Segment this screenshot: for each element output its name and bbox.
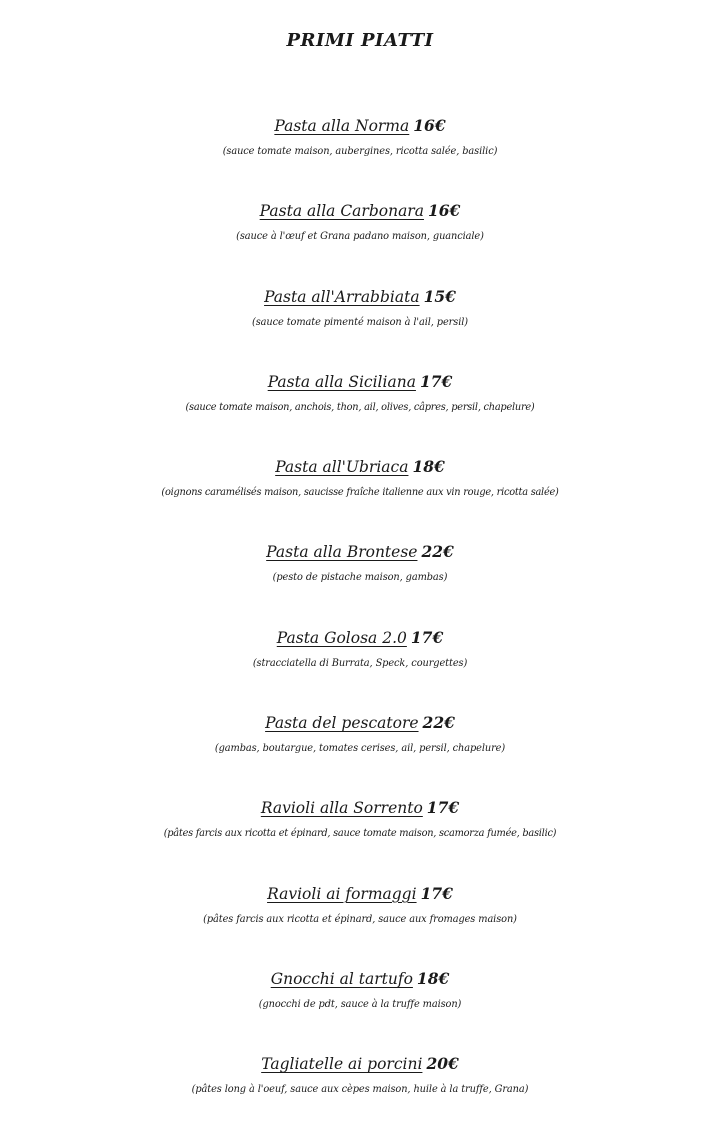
dish-name: Pasta all'Arrabbiata: [264, 287, 420, 306]
menu-item: [0, 966, 720, 1051]
dish-name: Pasta alla Siciliana: [267, 372, 416, 391]
menu-item: [0, 454, 720, 539]
menu-item: [0, 1051, 720, 1136]
dish-description: (oignons caramélisés maison, saucisse fraîche italienne aux vin rouge, ricotta salée): [161, 487, 559, 499]
menu-item: [0, 881, 720, 966]
dish-name: Ravioli alla Sorrento: [260, 799, 423, 818]
dish-price: 17€: [426, 798, 460, 818]
dish-description: (gnocchi de pdt, sauce à la truffe maison): [258, 998, 462, 1010]
dish-description: (sauce tomate maison, aubergines, ricotta salée, basilic): [222, 146, 498, 157]
menu-item: [0, 113, 720, 198]
dish-description: (sauce tomate maison, anchois, thon, ail, olives, câpres, persil, chapelure): [185, 401, 535, 413]
menu-item: [0, 795, 720, 880]
dish-price: 22€: [421, 542, 454, 562]
dish-description: (pâtes farcis aux ricotta et épinard, sauce aux fromages maison): [203, 913, 517, 925]
dish-name: Pasta alla Carbonara: [259, 202, 424, 221]
dish-price: 18€: [412, 457, 445, 477]
dish-description: (sauce à l'œuf et Grana padano maison, guanciale): [236, 231, 484, 243]
menu-title: PRIMI PIATTI: [286, 30, 434, 51]
dish-price: 22€: [422, 713, 455, 733]
dish-name: Pasta del pescatore: [265, 714, 419, 733]
menu-item: [0, 539, 720, 624]
dish-price: 17€: [410, 627, 444, 647]
dish-description: (pesto de pistache maison, gambas): [272, 572, 448, 584]
dish-name: Tagliatelle ai porcini: [261, 1055, 423, 1074]
menu-item: [0, 625, 720, 710]
dish-name: Gnocchi al tartufo: [270, 969, 413, 988]
dish-price: 15€: [423, 286, 456, 306]
dish-name: Pasta Golosa 2.0: [276, 628, 407, 647]
dish-price: 16€: [427, 201, 461, 221]
dish-description: (sauce tomate pimenté maison à l'ail, persil): [252, 316, 468, 328]
menu-list: [0, 113, 720, 1137]
menu-item: [0, 710, 720, 795]
dish-description: (pâtes long à l'oeuf, sauce aux cèpes maison, huile à la truffe, Grana): [191, 1084, 529, 1096]
dish-description: (pâtes farcis aux ricotta et épinard, sauce tomate maison, scamorza fumée, basilic): [163, 828, 557, 840]
dish-name: Ravioli ai formaggi: [267, 884, 417, 903]
dish-price: 20€: [426, 1054, 459, 1074]
dish-price: 17€: [419, 371, 453, 391]
dish-price: 18€: [416, 968, 450, 988]
menu-item: [0, 284, 720, 369]
dish-name: Pasta alla Norma: [274, 117, 410, 135]
menu-item: [0, 369, 720, 454]
dish-description: (gambas, boutargue, tomates cerises, ail, persil, chapelure): [214, 743, 506, 755]
menu-item: [0, 198, 720, 283]
dish-price: 16€: [413, 116, 446, 135]
dish-description: (stracciatella di Burrata, Speck, courgettes): [252, 657, 468, 669]
dish-price: 17€: [420, 883, 453, 903]
dish-name: Pasta alla Brontese: [266, 543, 418, 562]
dish-name: Pasta all'Ubriaca: [275, 458, 409, 477]
